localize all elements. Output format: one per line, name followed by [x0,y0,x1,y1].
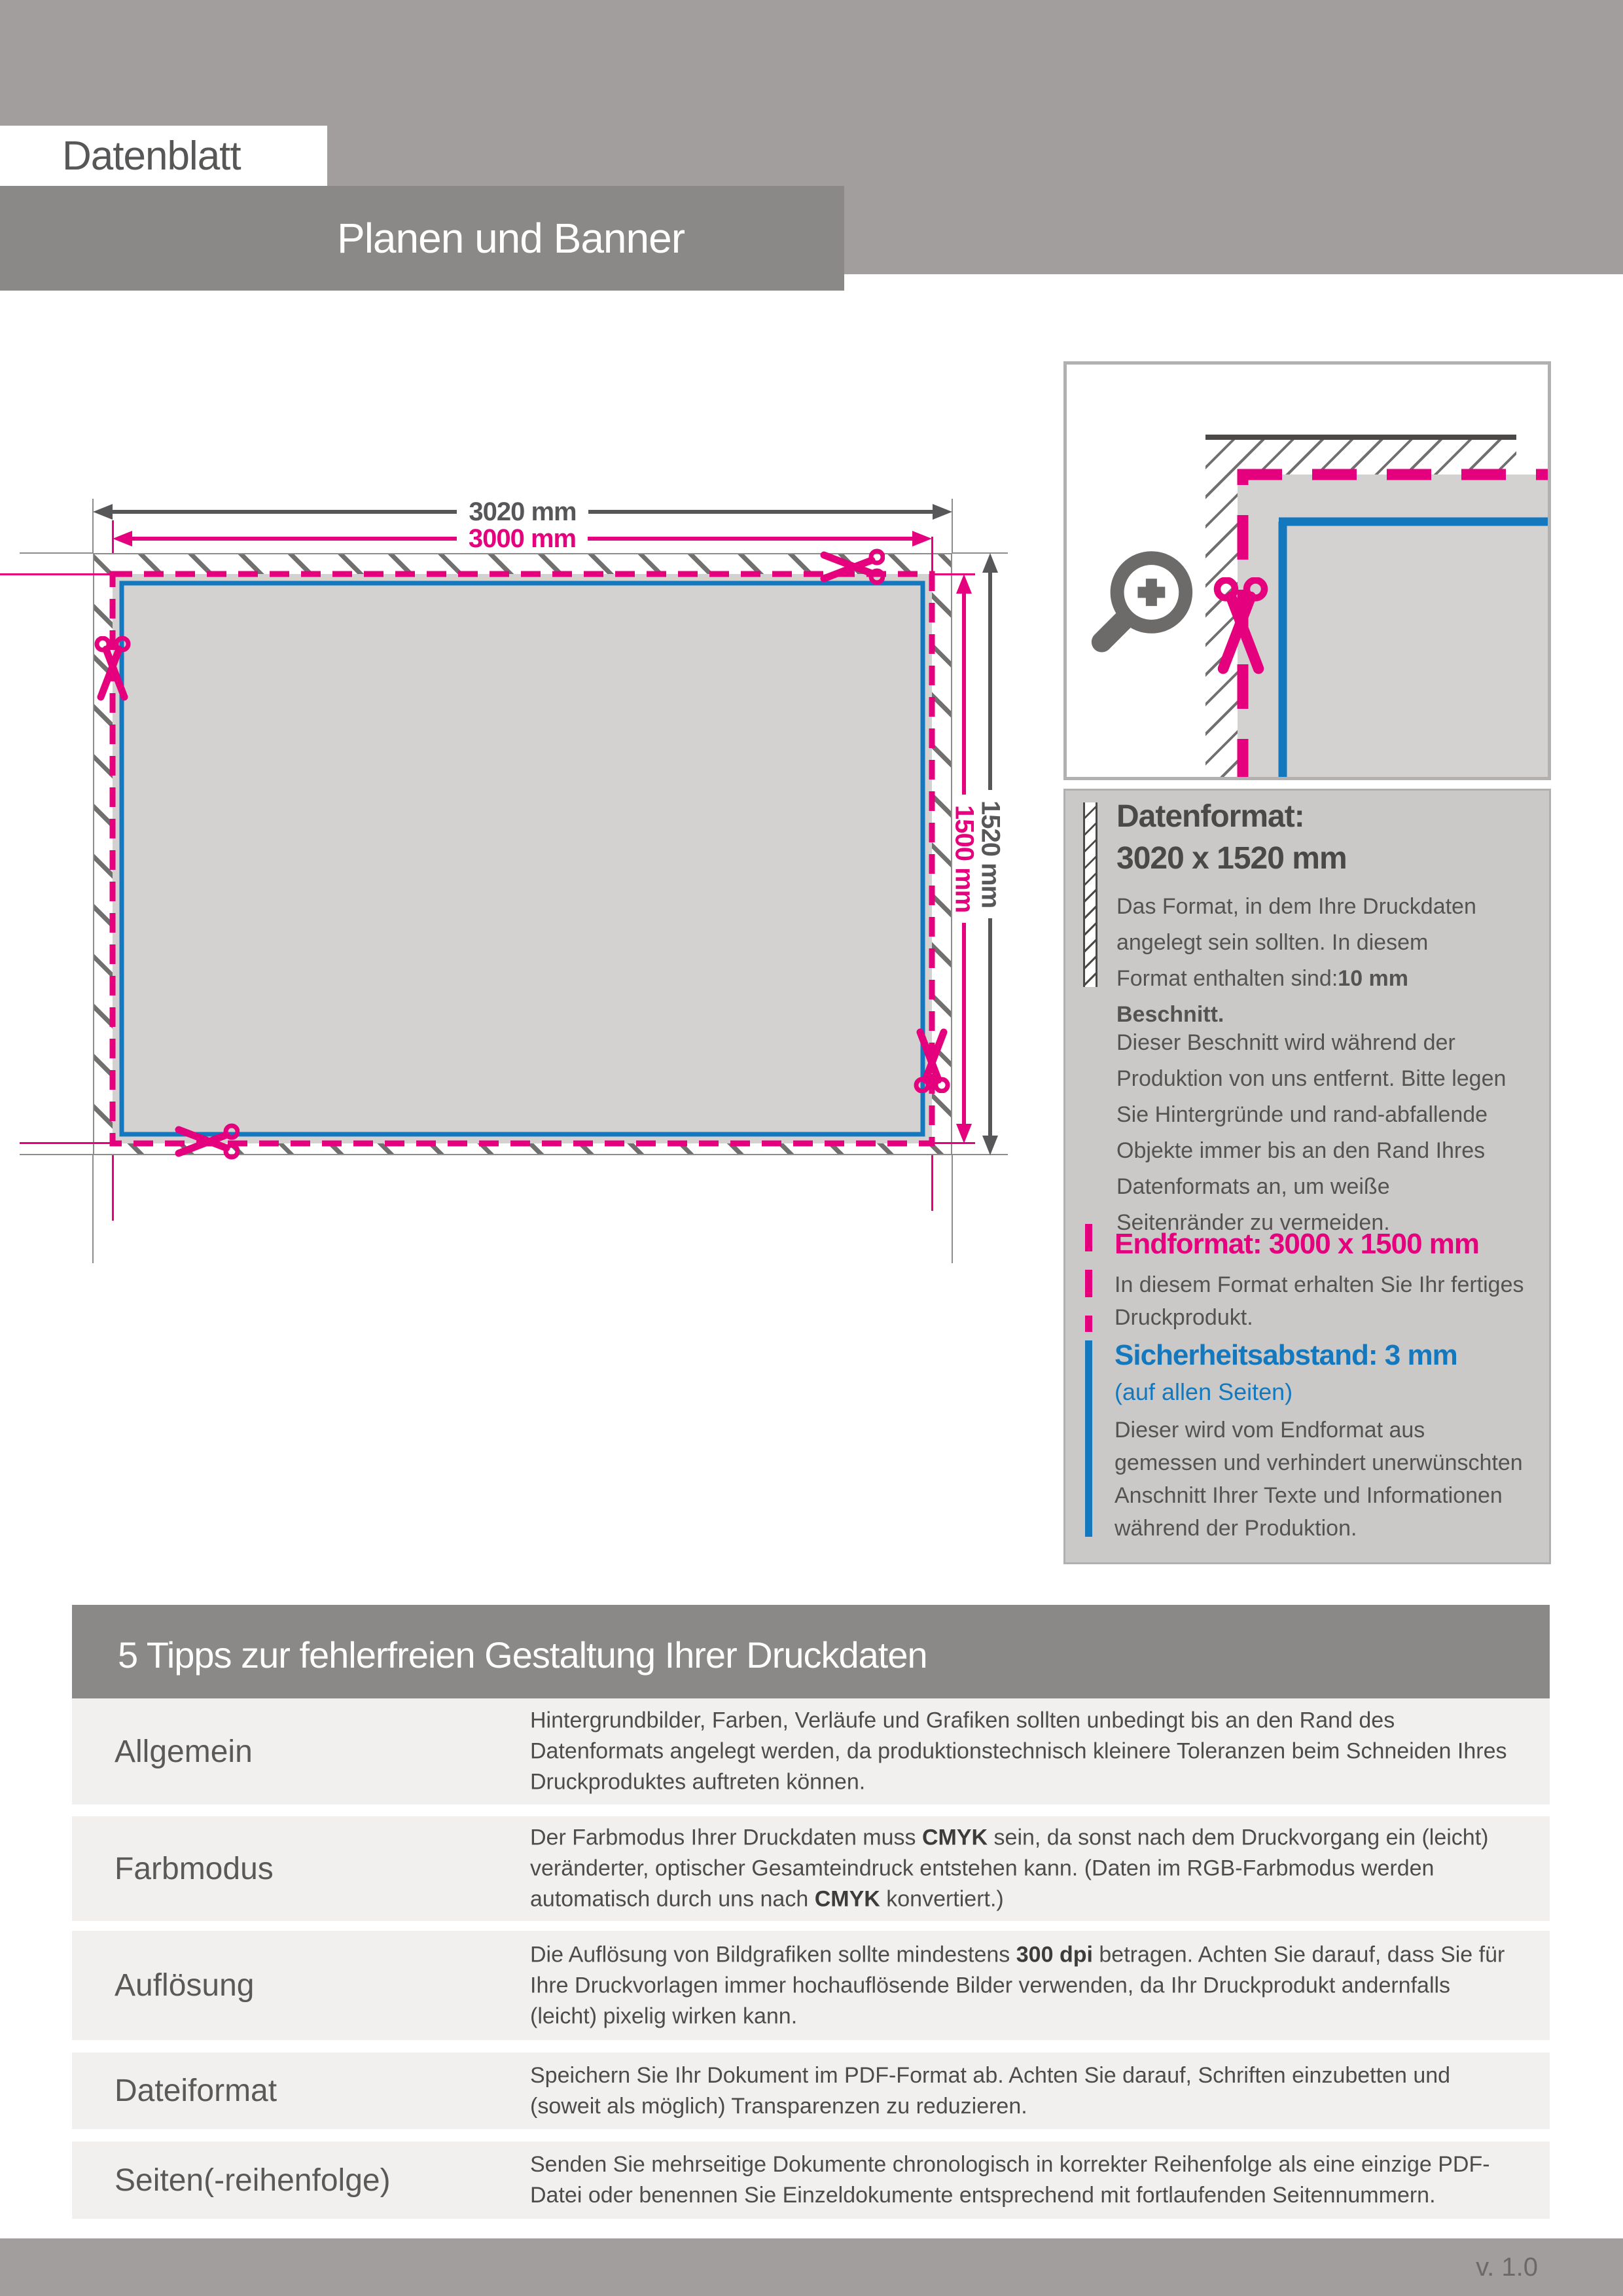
dimension-inner-width [113,526,932,552]
arrowhead-right-icon [933,504,952,520]
dimension-outer-width [93,499,952,525]
safety-line-legend-icon [1085,1340,1092,1537]
datenformat-para2: Dieser Beschnitt wird während der Produktion von uns entfernt. Bitte legen Sie Hintergründe und rand-abfallende Objekte immer bis an den Rand Ihres Datenformats an, um weiße Seitenränder zu vermeiden. [1116,1030,1507,1235]
dimension-outer-height [977,553,1003,1155]
trim-mark [112,1155,114,1221]
detail-trim-edge [1205,435,1516,440]
data-area-fill [113,574,932,1143]
scissors-icon [911,1028,953,1093]
format-rectangles [93,553,952,1155]
sicherheitsabstand-subheading: (auf allen Seiten) [1115,1378,1293,1405]
tip-text: Der Farbmodus Ihrer Druckdaten muss CMYK sein, da sonst nach dem Druckvorgang ein (leicht) veränderter, optischer Gesamteindruck entstehen kann. (Daten im RGB-Farbmodus werden automatisch durch uns nach CMYK konvertiert.) [530,1825,1489,1912]
arrowhead-right-icon [912,531,932,547]
footer-bar [0,2238,1623,2296]
sicherheitsabstand-heading: Sicherheitsabstand: 3 mm [1115,1339,1457,1371]
endformat-dash-legend-icon [1085,1224,1092,1332]
trim-mark [20,1142,113,1144]
crop-mark [952,1155,953,1263]
tips-banner [72,1605,1550,1705]
tip-row-aufloesung [72,1931,1550,2040]
crop-mark [92,1155,94,1263]
outer-width-label: 3020 mm [469,497,577,526]
sicherheitsabstand-body: Dieser wird vom Endformat aus gemessen und verhindert unerwünschten Anschnitt Ihrer Texte und Informationen während der Produktion. [1115,1418,1523,1541]
tip-label: Auflösung [115,1968,255,2003]
bleed-hatch-legend-icon [1083,802,1097,987]
arrowhead-left-icon [93,504,113,520]
format-info-panel [1063,789,1551,1564]
arrowhead-up-icon [956,574,972,594]
eyebrow-box [0,126,327,186]
scissors-icon [92,636,134,702]
datenformat-body: Das Format, in dem Ihre Druckdaten angelegt sein sollten. In diesem Format enthalten sind:10 mm Beschnitt. [1116,894,1476,1027]
inner-width-label: 3000 mm [468,524,577,553]
endformat-heading: Endformat: 3000 x 1500 mm [1115,1228,1480,1260]
scissors-icon [819,546,885,588]
bleed-bold-note: 10 mm Beschnitt. [1116,966,1409,1027]
tip-text: Hintergrundbilder, Farben, Verläufe und Grafiken sollten unbedingt bis an den Rand des Datenformats angelegt werden, da produktionstechnisch kleinere Toleranzen beim Schneiden Ihres Druckproduktes auftreten können. [530,1708,1507,1795]
scissors-icon [174,1121,240,1162]
tip-row-dateiformat [72,2053,1550,2129]
tip-text: Senden Sie mehrseitige Dokumente chronologisch in korrekter Reihenfolge als eine einzige PDF-Datei oder benennen Sie Einzeldokumente entsprechend mit fortlaufenden Seitennummern. [530,2152,1490,2208]
crop-mark [20,1154,93,1155]
datenformat-size: 3020 x 1520 mm [1116,841,1347,876]
page-title: Planen und Banner [337,215,685,262]
tip-label: Seiten(-reihenfolge) [115,2162,391,2198]
tips-banner-title: 5 Tipps zur fehlerfreien Gestaltung Ihrer Druckdaten [118,1634,927,1676]
tip-row-seitenreihenfolge [72,2142,1550,2219]
trim-mark [931,1155,933,1211]
arrowhead-down-icon [956,1124,972,1143]
tip-row-allgemein [72,1698,1550,1804]
arrowhead-up-icon [982,553,998,573]
datenformat-heading: Datenformat: [1116,799,1304,834]
title-bar [0,186,844,291]
crop-mark [20,552,93,554]
tip-row-farbmodus [72,1816,1550,1921]
zoom-detail-box [1063,361,1551,780]
detail-corner-lines [1067,365,1548,777]
tip-label: Dateiformat [115,2073,277,2108]
arrowhead-left-icon [113,531,132,547]
endformat-body: In diesem Format erhalten Sie Ihr fertiges Druckprodukt. [1115,1272,1524,1330]
version-label: v. 1.0 [1476,2253,1538,2282]
tip-label: Farbmodus [115,1851,274,1886]
trim-mark [0,573,113,575]
zoom-detail-content [1067,365,1548,777]
outer-height-label: 1520 mm [976,800,1005,908]
arrowhead-down-icon [982,1136,998,1155]
scissors-icon [1209,577,1272,675]
tip-text: Die Auflösung von Bildgrafiken sollte mindestens 300 dpi betragen. Achten Sie darauf, dass Sie für Ihre Druckvorlagen immer hochauflösende Bilder verwenden, da Ihr Druckprodukt andernfalls (leicht) pixelig wirken kann. [530,1942,1505,2028]
inner-height-label: 1500 mm [950,804,979,913]
tip-text: Speichern Sie Ihr Dokument im PDF-Format ab. Achten Sie darauf, Schriften einzubetten und (soweit als möglich) Transparenzen zu reduzieren. [530,2062,1451,2119]
dimension-inner-height [951,574,977,1143]
tip-label: Allgemein [115,1734,253,1769]
eyebrow-label: Datenblatt [62,133,241,179]
